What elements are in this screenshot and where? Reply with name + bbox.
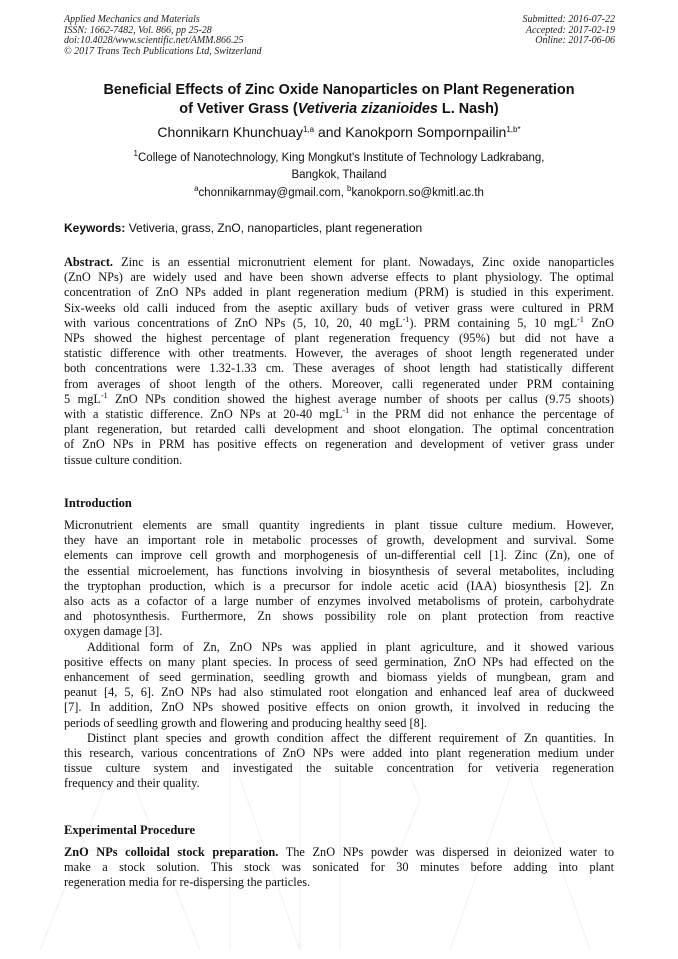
abstract-line: concentration of ZnO NPs added in plant regeneration medium (PRM) is studied in this experiment.: [64, 285, 614, 300]
affiliation-text-1: College of Nanotechnology, King Mongkut's Institute of Technology Ladkrabang,: [138, 152, 545, 164]
abstract-line: NPs showed the highest percentage of plant regeneration frequency (95%) but did not have a: [64, 331, 614, 346]
abstract-line: with a statistic difference. ZnO NPs at 20-40 mgL$^{-1}$ in the PRM did not enhance the percentage of: [64, 406, 614, 422]
abstract-line: [64, 255, 614, 270]
subsection-label: ZnO NPs colloidal stock preparation.: [64, 845, 279, 859]
abstract-line: Six-weeks old calli induced from the aseptic axillary buds of vetiver grass were cultured in PRM: [64, 300, 614, 315]
abstract: [64, 255, 614, 468]
abstract-line: from averages of shoot length of the others. Moreover, calli regenerated under PRM containing: [64, 376, 614, 391]
intro-line: the essential microelement, has functions involving in biosynthesis of several metabolites, including: [64, 563, 614, 578]
author-line: [40, 123, 638, 141]
paper-title: [40, 81, 638, 119]
introduction-heading: Introduction: [64, 496, 132, 510]
intro-line: Micronutrient elements are small quantity ingredients in plant tissue culture medium. However,: [64, 518, 614, 532]
intro-line: peanut [4, 5, 6]. ZnO NPs had also stimulated root elongation and enhanced leaf area of duckweed: [64, 685, 614, 700]
intro-line: tissue culture system and investigated the suitable concentration for vetiveria regeneration: [64, 761, 614, 776]
author-joiner: and: [314, 124, 346, 140]
abstract-line: (ZnO NPs) are widely used and have been shown adverse effects to plant physiology. The optimal: [64, 270, 614, 285]
email-b[interactable]: kanokporn.so@kmitl.ac.th: [351, 187, 484, 199]
title-line-2-post: L. Nash): [437, 101, 499, 117]
intro-line: oxygen damage [3].: [64, 624, 163, 639]
abstract-text: Zinc is an essential micronutrient element for plant. Nowadays, Zinc oxide nanoparticles: [113, 255, 614, 269]
affiliation: [40, 150, 638, 183]
title-line-2: [40, 100, 638, 119]
abstract-line: both concentrations were 1.32-1.33 cm. These averages of shoot length had statistically different: [64, 361, 614, 376]
keywords-label: Keywords:: [64, 221, 126, 235]
affiliation-line-1: [40, 150, 638, 167]
abstract-line: 5 mgL$^{-1}$ ZnO NPs condition showed the highest average number of shoots per callus (9.75 shoots): [64, 390, 614, 406]
intro-line: Additional form of Zn, ZnO NPs was applied in plant agriculture, and it showed various: [87, 639, 614, 654]
experimental-text: The ZnO NPs powder was dispersed in deionized water to: [278, 845, 614, 859]
author-1: Chonnikarn Khunchuay: [157, 124, 303, 140]
email-b-sup: b: [346, 184, 352, 193]
affiliation-sup: 1: [133, 149, 138, 158]
intro-line: periods of seedling growth and flowering and producing healthy seed [8].: [64, 715, 428, 730]
intro-line: also acts as a cofactor of a large number of enzymes involved metabolisms of protein, carbohydrate: [64, 594, 614, 609]
abstract-line: of ZnO NPs in PRM has positive effects on regeneration and development of vetiver grass under: [64, 437, 614, 452]
intro-line: and photosynthesis. Furthermore, Zn shows possibility role on plant protection from reactive: [64, 609, 614, 624]
author-1-sup: 1,a: [302, 125, 315, 134]
author-2-sup: 1,b*: [506, 125, 521, 134]
intro-line: this research, various concentrations of ZnO NPs were added into plant regeneration medium under: [64, 746, 614, 761]
affiliation-line-2: Bangkok, Thailand: [291, 168, 387, 181]
intro-line: they have an important role in metabolic processes of growth, development and survival. Some: [64, 533, 614, 548]
experimental-body: [64, 845, 614, 891]
journal-info: [64, 15, 262, 57]
dates-info: [523, 15, 616, 47]
intro-line: the tryptophan production, which is a precursor for indole acetic acid (IAA) biosynthesis [2]. Zn: [64, 578, 614, 593]
doi-line: doi:10.4028/www.scientific.net/AMM.866.25: [64, 35, 244, 47]
email-a-sup: a: [194, 184, 199, 193]
keywords: [64, 220, 422, 236]
keywords-text: Vetiveria, grass, ZnO, nanoparticles, plant regeneration: [125, 221, 423, 235]
journal-name: Applied Mechanics and Materials: [64, 14, 200, 25]
title-line-1: Beneficial Effects of Zinc Oxide Nanoparticles on Plant Regeneration: [103, 82, 575, 98]
abstract-line: plant regeneration, but retarded calli development and shoot elongation. The optimal concentration: [64, 422, 614, 437]
accepted-date: Accepted: 2017-02-19: [525, 24, 615, 36]
abstract-label: Abstract.: [64, 255, 114, 269]
email-a[interactable]: chonnikarnmay@gmail.com,: [198, 187, 347, 199]
experimental-heading: Experimental Procedure: [64, 823, 196, 837]
abstract-line: tissue culture condition.: [64, 452, 183, 467]
submitted-date: Submitted: 2016-07-22: [522, 14, 615, 25]
online-date: Online: 2017-06-06: [535, 35, 615, 47]
introduction-body: [64, 518, 614, 792]
intro-line: Distinct plant species and growth condition affect the different requirement of Zn quantities. In: [87, 730, 614, 745]
intro-line: positive effects on many plant species. In process of seed germination, ZnO NPs had effected on the: [64, 654, 614, 669]
copyright-line: © 2017 Trans Tech Publications Ltd, Switzerland: [64, 45, 262, 57]
experimental-line: [64, 845, 614, 860]
intro-line: elements can improve cell growth and morphogenesis of un-differential cell [1]. Zinc (Zn), one of: [64, 548, 614, 563]
abstract-line: statistic difference with other treatments. However, the averages of shoot length regenerated under: [64, 346, 614, 361]
abstract-line: with various concentrations of ZnO NPs (5, 10, 20, 40 mgL$^{-1}$). PRM containing 5, 10 mgL$^{-1}$ ZnO: [64, 314, 614, 330]
experimental-line: make a stock solution. This stock was sonicated for 30 minutes before adding into plant: [64, 860, 614, 875]
species-name: Vetiveria zizanioides: [297, 101, 438, 117]
author-2: Kanokporn Sompornpailin: [345, 124, 507, 140]
intro-line: [7]. In addition, ZnO NPs showed positive effects on onion growth, it involved in reducing the: [64, 700, 614, 715]
intro-line: frequency and their quality.: [64, 776, 200, 791]
intro-line: enhancement of seed germination, seedling growth and biomass yields of mungbean, gram and: [64, 670, 614, 685]
issn-line: ISSN: 1662-7482, Vol. 866, pp 25-28: [64, 24, 212, 36]
email-line: [40, 185, 638, 201]
experimental-line: regeneration media for re-dispersing the particles.: [64, 875, 311, 890]
title-line-2-pre: of Vetiver Grass (: [179, 101, 298, 117]
